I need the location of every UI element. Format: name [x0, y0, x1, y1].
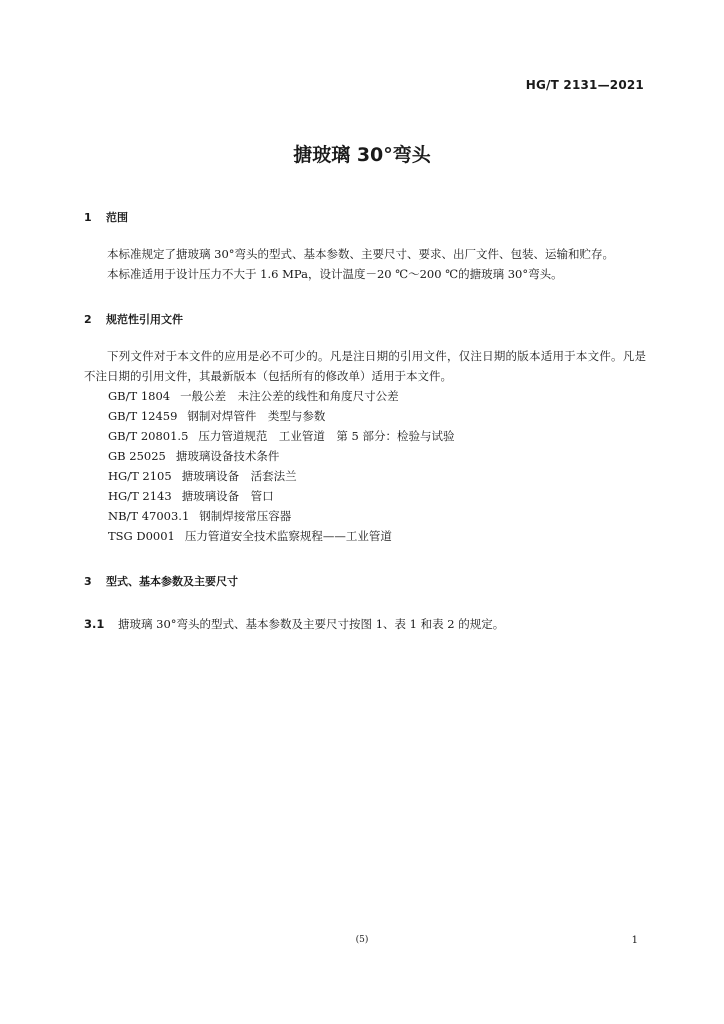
reference-title: 压力管道安全技术监察规程——工业管道: [184, 529, 392, 543]
reference-item: [84, 426, 646, 446]
document-title: 搪玻璃 30°弯头: [293, 144, 431, 166]
section-heading-normative-references: [84, 310, 646, 330]
clause-text: 搪玻璃 30°弯头的型式、基本参数及主要尺寸按图 1、表 1 和表 2 的规定。: [118, 617, 505, 631]
reference-item: [84, 386, 646, 406]
references-intro: 下列文件对于本文件的应用是必不可少的。凡是注日期的引用文件，仅注日期的版本适用于本文件。凡是不注日期的引用文件，其最新版本（包括所有的修改单）适用于本文件。: [84, 349, 646, 383]
standard-code: HG/T 2131—2021: [525, 78, 644, 92]
scope-paragraph-1: 本标准规定了搪玻璃 30°弯头的型式、基本参数、主要尺寸、要求、出厂文件、包装、运输和贮存。: [107, 247, 615, 261]
reference-item: [84, 526, 646, 546]
reference-title: 压力管道规范 工业管道 第 5 部分：检验与试验: [198, 429, 455, 443]
reference-item: [84, 506, 646, 526]
reference-title: 搪玻璃设备 活套法兰: [181, 469, 297, 483]
reference-code: GB 25025: [108, 449, 166, 463]
reference-code: HG/T 2105: [108, 469, 172, 483]
section-title: 规范性引用文件: [106, 313, 183, 326]
reference-title: 搪玻璃设备技术条件: [175, 449, 280, 463]
reference-code: GB/T 12459: [108, 409, 178, 423]
reference-title: 搪玻璃设备 管口: [181, 489, 274, 503]
reference-item: [84, 446, 646, 466]
reference-code: GB/T 20801.5: [108, 429, 189, 443]
section-number: 3: [84, 575, 92, 588]
section-heading-types-parameters: [84, 572, 646, 592]
section-heading-scope: [84, 208, 646, 228]
document-body: [84, 208, 646, 634]
section-number: 1: [84, 211, 92, 224]
reference-code: TSG D0001: [108, 529, 175, 543]
reference-code: GB/T 1804: [108, 389, 171, 403]
reference-item: [84, 406, 646, 426]
reference-code: HG/T 2143: [108, 489, 172, 503]
clause-number: 3.1: [84, 617, 105, 631]
reference-title: 钢制焊接常压容器: [199, 509, 292, 523]
section-title: 型式、基本参数及主要尺寸: [106, 575, 238, 588]
reference-list: [84, 386, 646, 546]
section-title: 范围: [106, 211, 128, 224]
section-number: 2: [84, 313, 92, 326]
reference-item: [84, 486, 646, 506]
reference-item: [84, 466, 646, 486]
reference-title: 钢制对焊管件 类型与参数: [187, 409, 326, 423]
footer-sheet-number: (5): [355, 935, 369, 945]
clause-3-1: [84, 614, 646, 634]
reference-title: 一般公差 未注公差的线性和角度尺寸公差: [180, 389, 399, 403]
scope-paragraph-2: 本标准适用于设计压力不大于 1.6 MPa，设计温度－20 ℃～200 ℃的搪玻璃 30°弯头。: [107, 267, 563, 281]
footer-page-number: 1: [631, 935, 638, 946]
reference-code: NB/T 47003.1: [108, 509, 190, 523]
